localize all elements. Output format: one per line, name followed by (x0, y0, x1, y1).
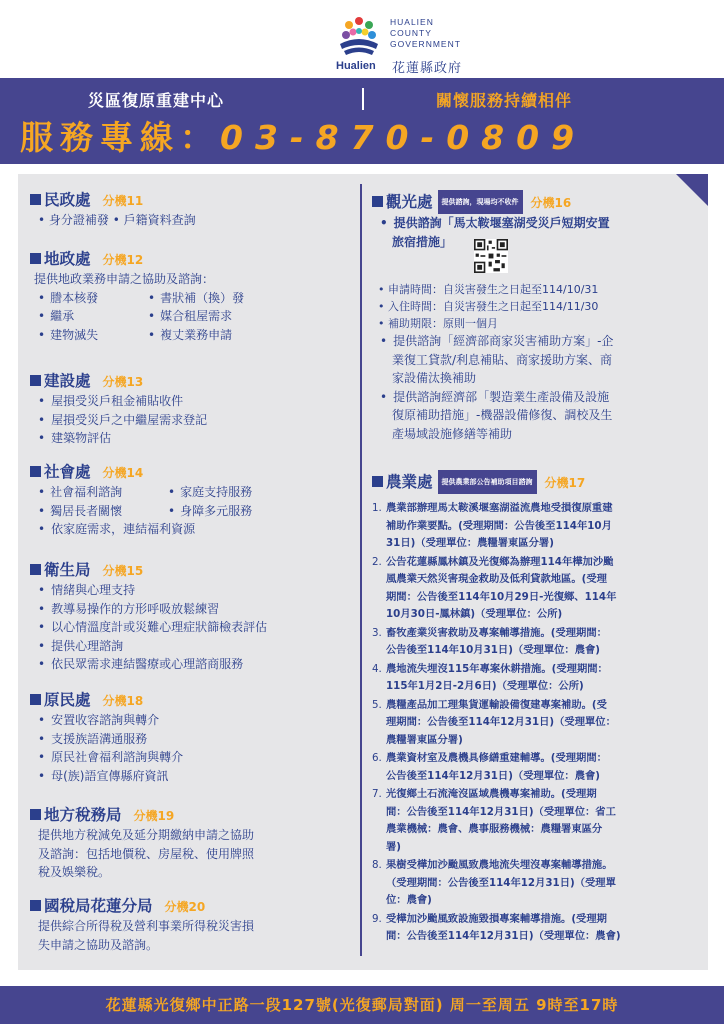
section-indigenous-affairs (30, 690, 183, 785)
section-text: 稅及娛樂稅。 (38, 865, 111, 879)
agriculture-item-line: 畜牧產業災害救助及專案輔導措施。(受理期間： (386, 626, 607, 639)
agriculture-item-line: 期間：公告後至114年10月29日-光復鄉、114年 (386, 590, 617, 603)
list-item: • 謄本核發• 書狀補（換）發 (30, 289, 244, 308)
tourism-tag: 提供諮詢，現場均不收件 (438, 190, 523, 214)
list-number: 1. (372, 502, 382, 514)
section-heading: 地方稅務局 分機19 (30, 805, 254, 826)
section-tourism (372, 190, 692, 443)
agriculture-list-item (372, 911, 694, 946)
agriculture-item-line: 農糧署東區分署) (386, 733, 463, 746)
agriculture-list-item (372, 786, 694, 856)
list-item: • 依民眾需求連結醫療或心理諮商服務 (30, 655, 267, 674)
logo-english-text: HUALIEN COUNTY GOVERNMENT (390, 17, 461, 49)
list-item: • 以心情溫度計或災難心理症狀篩檢表評估 (30, 618, 267, 637)
list-item-cont: 復原補助措施」-機器設備修復、調校及生 (392, 408, 613, 422)
list-item: • 屋損受災戶租金補貼收件 (30, 392, 207, 411)
hotline-banner (0, 78, 724, 164)
list-item: • 提供諮詢「馬太鞍堰塞湖受災戶短期安置 (372, 214, 692, 233)
agriculture-tag: 提供農業部公告補助項目諮詢 (438, 470, 537, 494)
agriculture-list-item (372, 697, 694, 750)
list-number: 7. (372, 788, 382, 800)
section-local-tax (30, 805, 254, 882)
section-civil-affairs (30, 190, 196, 230)
agriculture-item-line: 農業資材室及農機具修繕重建輔導。(受理期間： (386, 752, 607, 764)
list-number: 2. (372, 555, 382, 568)
agriculture-item-line: 間：公告後至114年12月31日)（受理單位：省工 (386, 805, 616, 818)
list-item: • 原民社會福利諮詢與轉介 (30, 748, 183, 767)
agriculture-list-item (372, 625, 694, 660)
list-item: • 提供心理諮詢 (30, 637, 267, 656)
agriculture-item-line: 風農業天然災害現金救助及低利貸款地區。(受理 (386, 573, 607, 585)
section-heading: 農業處 提供農業部公告補助項目諮詢 分機17 (372, 470, 694, 494)
footer-bar (0, 986, 724, 1024)
agriculture-item-line: 農業機械：農會、農事服務機械：農糧署東區分 (386, 823, 603, 835)
list-item: • 提供諮詢「經濟部商家災害補助方案」-企 (372, 332, 692, 351)
agriculture-list-item (372, 857, 694, 910)
section-text: 提供地方稅減免及延分期繳納申請之協助 (38, 828, 255, 842)
list-item: • 建築物評估 (30, 429, 207, 448)
list-item: • 屋損受災戶之中繼屋需求登記 (30, 411, 207, 430)
hotline-label: 服務專線： (20, 118, 220, 157)
section-text: 及諮詢：包括地價稅、房屋稅、使用牌照 (38, 846, 255, 861)
agriculture-list-item (372, 554, 694, 624)
section-text: 提供綜合所得稅及營利事業所得稅災害損 (38, 919, 255, 933)
section-social-affairs (30, 462, 252, 539)
logo-hualien-text: Hualien (336, 60, 376, 72)
list-item: • 繼承• 媒合租屋需求 (30, 307, 244, 326)
section-heading: 地政處 分機12 (30, 249, 244, 270)
agriculture-item-line: 公告後至114年12月31日)（受理單位：農會) (386, 769, 601, 782)
agriculture-item-line: 理期間：公告後至114年12月31日)（受理單位： (386, 716, 616, 728)
list-item: • 依家庭需求，連結福利資源 (30, 520, 252, 539)
agriculture-item-line: 115年1月2日-2月6日)（受理單位：公所) (386, 680, 584, 692)
list-item: • 支援族語溝通服務 (30, 730, 183, 749)
detail-item: • 申請時間：自災害發生之日起至114/10/31 (378, 281, 692, 298)
list-item-cont: 業復工貸款/利息補貼、商家援助方案、商 (392, 352, 613, 367)
banner-divider (362, 88, 364, 110)
agriculture-list-item (372, 750, 694, 785)
list-item: • 安置收容諮詢與轉介 (30, 711, 183, 730)
agriculture-list-item (372, 661, 694, 696)
agriculture-list-item (372, 500, 694, 553)
list-number: 3. (372, 626, 382, 639)
list-item-cont: 產場域設施修繕等補助 (392, 426, 513, 441)
section-heading: 民政處 分機11 (30, 190, 196, 211)
banner-center-name: 災區復原重建中心 (88, 91, 225, 110)
list-item: • 教導易操作的方形呼吸放鬆練習 (30, 600, 267, 619)
list-item: • 獨居長者關懷• 身障多元服務 (30, 502, 252, 521)
list-number: 6. (372, 752, 382, 764)
agriculture-item-line: 農糧產品加工理集貨運輸設備復建專案補助。(受 (386, 698, 607, 711)
agriculture-item-line: 果樹受樺加沙颱風致農地流失埋沒專案輔導措施。 (386, 859, 613, 871)
banner-slogan: 關懷服務持續相伴 (436, 91, 573, 110)
agriculture-item-line: 公告花蓮縣鳳林鎮及光復鄉為辦理114年樺加沙颱 (386, 555, 614, 568)
footer-address: 花蓮縣光復鄉中正路一段127號(光復郵局對面) 周一至周五 9時至17時 (105, 996, 619, 1014)
hotline-number: 03-870-0809 (220, 118, 587, 157)
agriculture-item-line: 光復鄉土石流淹沒區域農機專案補助。(受理期 (386, 788, 597, 800)
section-heading: 國稅局花蓮分局 分機20 (30, 896, 254, 917)
list-item-cont: 旅宿措施」 (392, 234, 453, 249)
agriculture-item-line: 位：農會) (386, 894, 432, 906)
section-heading: 建設處 分機13 (30, 371, 207, 392)
section-construction (30, 371, 207, 448)
qr-code-icon (474, 239, 508, 273)
section-agriculture (372, 470, 694, 947)
list-number: 5. (372, 698, 382, 711)
agriculture-item-line: 10月30日-鳳林鎮)（受理單位：公所) (386, 608, 563, 620)
agriculture-item-line: （受理期間：公告後至114年12月31日)（受理單 (386, 876, 616, 889)
list-item-cont: 家設備汰換補助 (392, 371, 477, 385)
list-item: • 提供諮詢經濟部「製造業生產設備及設施 (372, 388, 692, 407)
column-divider (360, 184, 362, 956)
agriculture-list (372, 500, 694, 946)
list-item: • 情緒與心理支持 (30, 581, 267, 600)
agriculture-item-line: 農業部辦理馬太鞍溪堰塞湖溢流農地受損復原重建 (386, 502, 613, 514)
section-text: 失申請之協助及諮詢。 (38, 937, 159, 952)
hualien-logo-icon (336, 14, 382, 60)
list-number: 8. (372, 859, 382, 871)
section-heading: 觀光處 提供諮詢，現場均不收件 分機16 (372, 190, 692, 214)
section-intro: 提供地政業務申請之協助及諮詢： (34, 272, 215, 286)
section-land-administration (30, 249, 244, 344)
section-heading: 原民處 分機18 (30, 690, 183, 711)
section-heading: 衛生局 分機15 (30, 560, 267, 581)
section-national-tax (30, 896, 254, 954)
list-number: 4. (372, 662, 382, 675)
agriculture-item-line: 31日)（受理單位：農糧署東區分署) (386, 537, 554, 549)
agriculture-item-line: 間：公告後至114年12月31日)（受理單位：農會) (386, 930, 621, 942)
list-number: 9. (372, 912, 382, 925)
agriculture-item-line: 署) (386, 840, 402, 853)
section-health (30, 560, 267, 674)
agriculture-item-line: 農地流失埋沒115年專案休耕措施。(受理期間： (386, 662, 608, 675)
list-item: • 建物滅失• 複丈業務申請 (30, 326, 244, 345)
list-item: • 社會福利諮詢• 家庭支持服務 (30, 483, 252, 502)
logo-chinese-text: 花蓮縣政府 (392, 61, 463, 76)
section-heading: 社會處 分機14 (30, 462, 252, 483)
agriculture-item-line: 補助作業要點。(受理期間：公告後至114年10月 (386, 519, 612, 532)
list-item: • 母(族)語宣傳縣府資訊 (30, 767, 183, 786)
hotline-text (20, 112, 586, 159)
section-item: • 身分證補發 • 戶籍資料查詢 (38, 213, 196, 227)
agriculture-item-line: 公告後至114年10月31日)（受理單位：農會) (386, 644, 601, 656)
agriculture-item-line: 受樺加沙颱風致設施毀損專案輔導措施。(受理期 (386, 912, 607, 925)
detail-item: • 入住時間：自災害發生之日起至114/11/30 (378, 298, 692, 315)
detail-item: • 補助期限：原則一個月 (378, 315, 692, 332)
